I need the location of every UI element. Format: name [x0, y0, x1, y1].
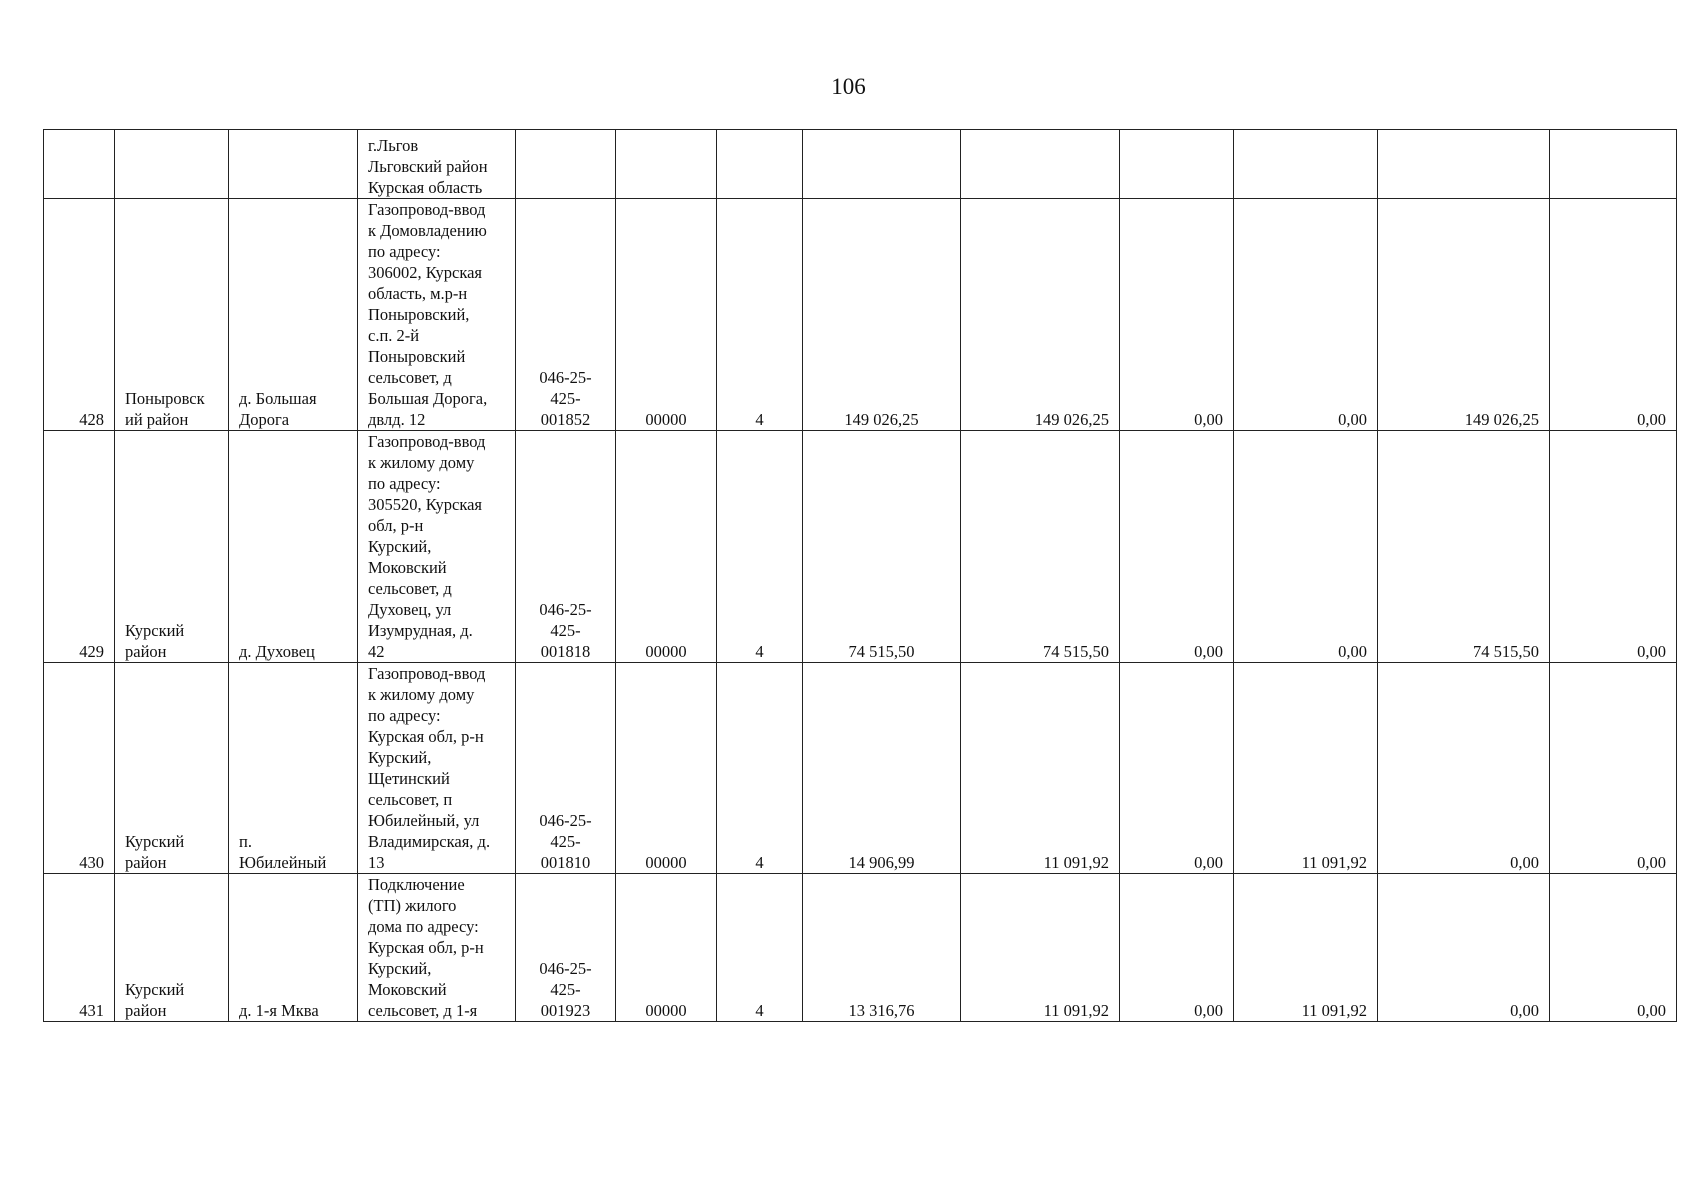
object-code-cell — [516, 874, 616, 1022]
cell-text-line: г.Льгов — [368, 136, 419, 155]
object-code-cell — [516, 199, 616, 431]
category-cell: 4 — [717, 874, 803, 1022]
cell-text-line: Курская обл, р-н — [368, 727, 484, 746]
cell-text-line: д. Большая — [239, 389, 317, 408]
locality-cell — [229, 130, 358, 199]
cell-text-line: Владимирская, д. — [368, 832, 491, 851]
row-number-cell: 431 — [44, 874, 115, 1022]
cell-text-line: к жилому дому — [368, 453, 475, 472]
object-code-cell — [516, 130, 616, 199]
cell-text-line: по адресу: — [368, 474, 441, 493]
category-cell: 4 — [717, 431, 803, 663]
cell-text-line: Газопровод-ввод — [368, 432, 486, 451]
cell-text-line: 42 — [368, 642, 385, 661]
amount-cell: 0,00 — [1378, 874, 1550, 1022]
cell-text-line: 425- — [550, 621, 581, 640]
category-cell — [717, 130, 803, 199]
amount-total-cell: 74 515,50 — [803, 431, 961, 663]
cell-text-line: (ТП) жилого — [368, 896, 457, 915]
amount-cell: 74 515,50 — [1378, 431, 1550, 663]
row-number-cell — [44, 130, 115, 199]
cell-text-line: 046-25- — [539, 811, 592, 830]
table-body — [44, 130, 1677, 1022]
amount-cell: 0,00 — [1550, 663, 1677, 874]
code-cell — [616, 130, 717, 199]
cell-text-line: п. — [239, 832, 252, 851]
cell-text-line: Поныровск — [125, 389, 205, 408]
amount-cell — [1234, 130, 1378, 199]
amount-cell — [1120, 130, 1234, 199]
amount-cell: 0,00 — [1120, 199, 1234, 431]
amount-cell: 74 515,50 — [961, 431, 1120, 663]
cell-text-line: Моковский — [368, 980, 447, 999]
cell-text-line: двлд. 12 — [368, 410, 426, 429]
locality-cell — [229, 874, 358, 1022]
code-cell: 00000 — [616, 663, 717, 874]
cell-text-line: 425- — [550, 980, 581, 999]
cell-text-line: Щетинский — [368, 769, 450, 788]
cell-text-line: область, м.р-н — [368, 284, 468, 303]
amount-cell: 0,00 — [1550, 199, 1677, 431]
row-number-cell: 428 — [44, 199, 115, 431]
cell-text-line: 306002, Курская — [368, 263, 483, 282]
category-cell: 4 — [717, 199, 803, 431]
cell-text-line: 425- — [550, 832, 581, 851]
code-cell: 00000 — [616, 199, 717, 431]
amount-cell: 0,00 — [1120, 663, 1234, 874]
cell-text-line: 046-25- — [539, 959, 592, 978]
cell-text-line: 001923 — [540, 1001, 591, 1020]
object-description-cell — [358, 663, 516, 874]
cell-text-line: по адресу: — [368, 706, 441, 725]
amount-total-cell: 14 906,99 — [803, 663, 961, 874]
amount-cell — [1378, 130, 1550, 199]
object-description-cell — [358, 130, 516, 199]
cell-text-line: Поныровский, — [368, 305, 470, 324]
amount-cell: 11 091,92 — [1234, 663, 1378, 874]
amount-cell: 0,00 — [1120, 874, 1234, 1022]
locality-cell — [229, 199, 358, 431]
cell-text-line: Курский — [125, 980, 185, 999]
amount-cell: 149 026,25 — [961, 199, 1120, 431]
cell-text-line: район — [125, 642, 167, 661]
amount-cell: 0,00 — [1234, 199, 1378, 431]
cell-text-line: Дорога — [239, 410, 290, 429]
cell-text-line: Юбилейный — [239, 853, 327, 872]
object-code-cell — [516, 431, 616, 663]
amount-cell: 11 091,92 — [961, 874, 1120, 1022]
cell-text-line: ий район — [125, 410, 189, 429]
table-row — [44, 874, 1677, 1022]
table-row — [44, 130, 1677, 199]
row-number-cell: 429 — [44, 431, 115, 663]
cell-text-line: Курский, — [368, 537, 432, 556]
amount-cell: 0,00 — [1550, 431, 1677, 663]
cell-text-line: 305520, Курская — [368, 495, 483, 514]
amount-cell: 11 091,92 — [1234, 874, 1378, 1022]
amount-cell: 0,00 — [1378, 663, 1550, 874]
cell-text-line: 046-25- — [539, 600, 592, 619]
cell-text-line: Изумрудная, д. — [368, 621, 473, 640]
amount-total-cell: 149 026,25 — [803, 199, 961, 431]
registry-table — [43, 129, 1677, 1022]
cell-text-line: Духовец, ул — [368, 600, 452, 619]
cell-text-line: Курский, — [368, 748, 432, 767]
code-cell: 00000 — [616, 874, 717, 1022]
object-description-cell — [358, 874, 516, 1022]
page-number: 106 — [831, 74, 866, 99]
table-row — [44, 199, 1677, 431]
cell-text-line: сельсовет, п — [368, 790, 453, 809]
cell-text-line: район — [125, 853, 167, 872]
category-cell: 4 — [717, 663, 803, 874]
cell-text-line: по адресу: — [368, 242, 441, 261]
cell-text-line: дома по адресу: — [368, 917, 479, 936]
amount-cell: 11 091,92 — [961, 663, 1120, 874]
table-row — [44, 431, 1677, 663]
cell-text-line: Курская область — [368, 178, 483, 197]
table-row — [44, 663, 1677, 874]
cell-text-line: Льговский район — [368, 157, 488, 176]
amount-cell — [1550, 130, 1677, 199]
cell-text-line: Курский — [125, 832, 185, 851]
object-description-cell — [358, 431, 516, 663]
row-number-cell: 430 — [44, 663, 115, 874]
district-cell — [115, 130, 229, 199]
cell-text-line: с.п. 2-й — [368, 326, 420, 345]
cell-text-line: Курский — [125, 621, 185, 640]
cell-text-line: к жилому дому — [368, 685, 475, 704]
cell-text-line: сельсовет, д — [368, 579, 452, 598]
amount-cell: 0,00 — [1550, 874, 1677, 1022]
cell-text-line: д. Духовец — [239, 642, 315, 661]
cell-text-line: 13 — [368, 853, 385, 872]
cell-text-line: 001818 — [540, 642, 591, 661]
cell-text-line: 046-25- — [539, 368, 592, 387]
district-cell — [115, 431, 229, 663]
amount-total-cell — [803, 130, 961, 199]
amount-cell: 0,00 — [1234, 431, 1378, 663]
amount-cell: 0,00 — [1120, 431, 1234, 663]
cell-text-line: Газопровод-ввод — [368, 664, 486, 683]
locality-cell — [229, 663, 358, 874]
cell-text-line: Юбилейный, ул — [368, 811, 480, 830]
cell-text-line: Моковский — [368, 558, 447, 577]
cell-text-line: Подключение — [368, 875, 465, 894]
cell-text-line: 001852 — [540, 410, 591, 429]
cell-text-line: д. 1-я Мква — [239, 1001, 319, 1020]
cell-text-line: Поныровский — [368, 347, 466, 366]
locality-cell — [229, 431, 358, 663]
cell-text-line: Большая Дорога, — [368, 389, 488, 408]
cell-text-line: сельсовет, д — [368, 368, 452, 387]
amount-total-cell: 13 316,76 — [803, 874, 961, 1022]
district-cell — [115, 663, 229, 874]
district-cell — [115, 199, 229, 431]
cell-text-line: Газопровод-ввод — [368, 200, 486, 219]
amount-cell: 149 026,25 — [1378, 199, 1550, 431]
object-description-cell — [358, 199, 516, 431]
cell-text-line: 001810 — [540, 853, 591, 872]
district-cell — [115, 874, 229, 1022]
cell-text-line: обл, р-н — [368, 516, 424, 535]
cell-text-line: Курская обл, р-н — [368, 938, 484, 957]
cell-text-line: район — [125, 1001, 167, 1020]
cell-text-line: сельсовет, д 1-я — [368, 1001, 478, 1020]
cell-text-line: к Домовладению — [368, 221, 487, 240]
code-cell: 00000 — [616, 431, 717, 663]
object-code-cell — [516, 663, 616, 874]
cell-text-line: Курский, — [368, 959, 432, 978]
amount-cell — [961, 130, 1120, 199]
cell-text-line: 425- — [550, 389, 581, 408]
